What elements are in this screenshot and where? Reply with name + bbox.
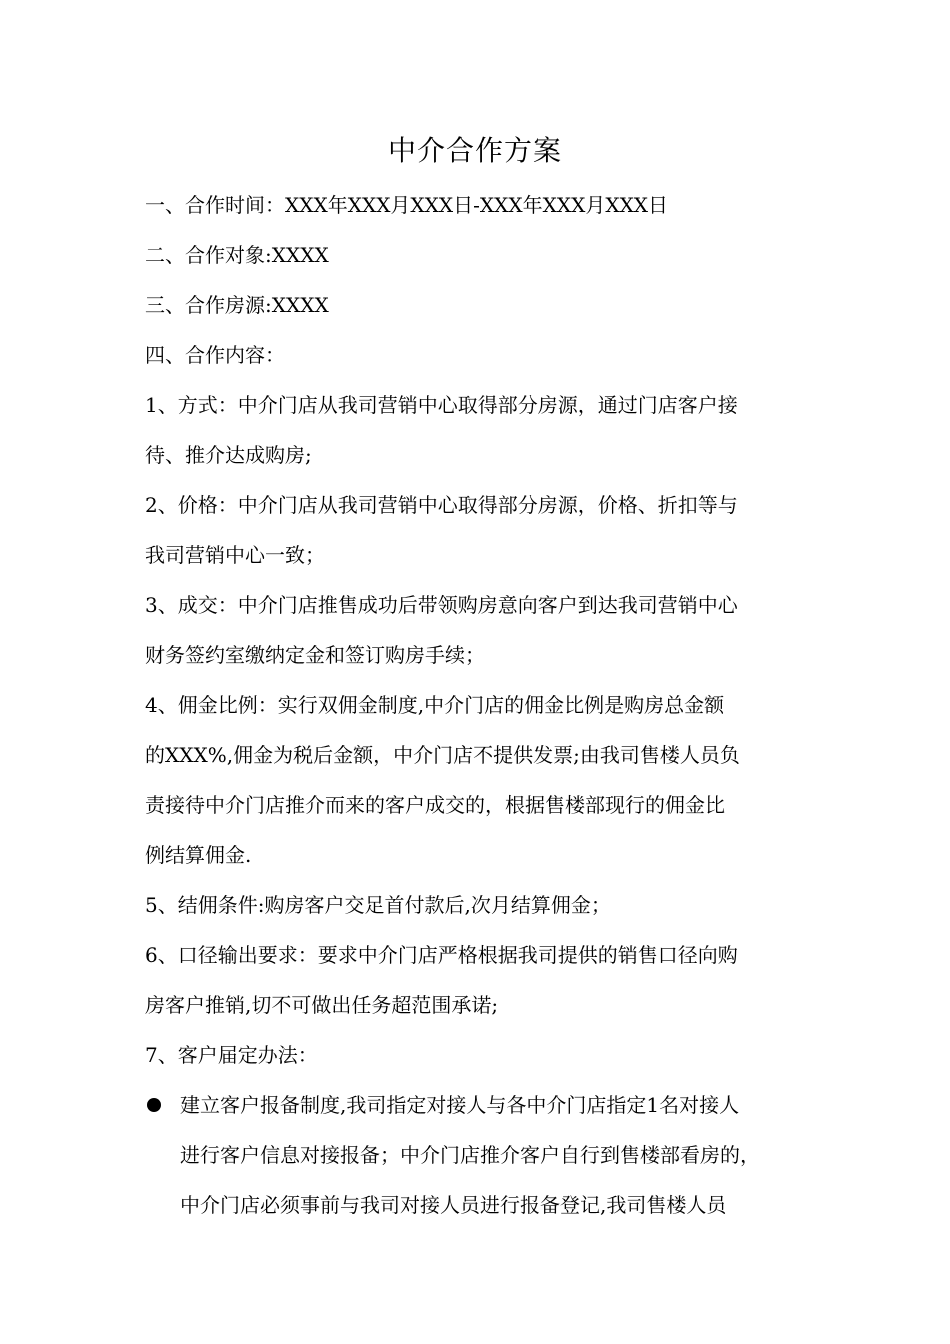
bullet-line: 中介门店必须事前与我司对接人员进行报备登记,我司售楼人员 <box>180 1193 727 1217</box>
bullet-dot-icon <box>147 1098 161 1112</box>
paragraph-line: 2、价格：中介门店从我司营销中心取得部分房源，价格、折扣等与 <box>145 493 738 517</box>
paragraph-line: 6、口径输出要求：要求中介门店严格根据我司提供的销售口径向购 <box>145 943 738 967</box>
section-cooperation-property: 三、合作房源:XXXX <box>145 293 329 317</box>
paragraph-line: 责接待中介门店推介而来的客户成交的，根据售楼部现行的佣金比 <box>145 793 725 817</box>
paragraph-line: 1、方式：中介门店从我司营销中心取得部分房源，通过门店客户接 <box>145 393 738 417</box>
paragraph-line: 房客户推销,切不可做出任务超范围承诺; <box>145 993 499 1017</box>
document-title: 中介合作方案 <box>387 134 562 167</box>
document-body <box>145 180 817 1230</box>
paragraph-line: 我司营销中心一致； <box>145 543 325 567</box>
paragraph-line: 7、客户届定办法： <box>145 1043 318 1067</box>
bullet-item <box>145 1080 817 1230</box>
bullet-line: 进行客户信息对接报备；中介门店推介客户自行到售楼部看房的， <box>180 1143 760 1167</box>
paragraph-line: 4、佣金比例：实行双佣金制度,中介门店的佣金比例是购房总金额 <box>145 693 725 717</box>
paragraph-line: 待、推介达成购房; <box>145 443 312 467</box>
paragraph-line: 3、成交：中介门店推售成功后带领购房意向客户到达我司营销中心 <box>145 593 738 617</box>
section-cooperation-time: 一、合作时间：XXX年XXX月XXX日-XXX年XXX月XXX日 <box>145 193 669 217</box>
paragraph-line: 的XXX%,佣金为税后金额，中介门店不提供发票;由我司售楼人员负 <box>145 743 740 767</box>
section-cooperation-partner: 二、合作对象:XXXX <box>145 243 329 267</box>
paragraph-line: 财务签约室缴纳定金和签订购房手续； <box>145 643 485 667</box>
paragraph-line: 5、结佣条件:购房客户交足首付款后,次月结算佣金； <box>145 893 611 917</box>
bullet-line: 建立客户报备制度,我司指定对接人与各中介门店指定1名对接人 <box>180 1093 740 1117</box>
section-cooperation-content: 四、合作内容： <box>145 343 285 367</box>
paragraph-line: 例结算佣金. <box>145 843 252 867</box>
